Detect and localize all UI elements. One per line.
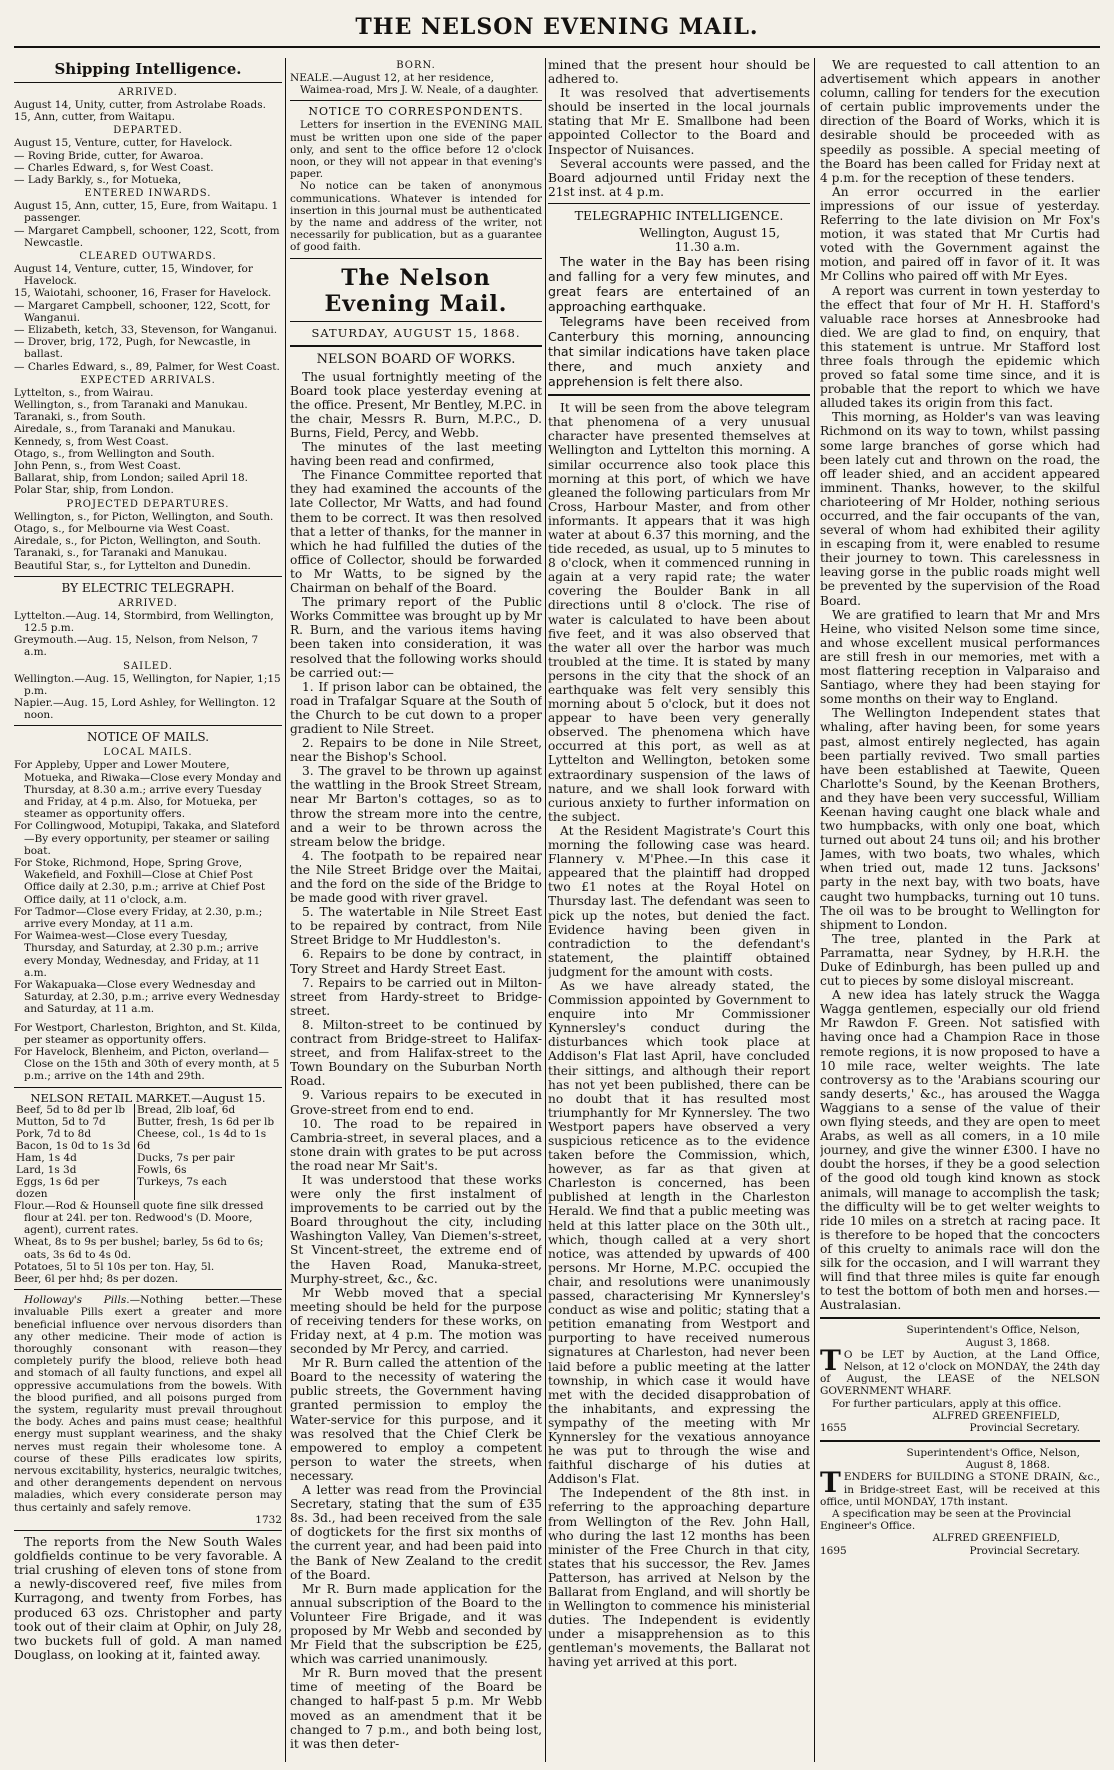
board-continued <box>548 58 810 199</box>
paragraph: The Finance Committee reported that they had examined the accounts of the late Collector, Mr Watts, and had found them to be correct. It was then resolved that a letter of thanks, for the manner in which he had fulfilled the duties of the office of Collector, should be forwarded to Mr Watts, to be signed by the Chairman on behalf of the Board. <box>290 468 542 596</box>
divider <box>290 100 542 101</box>
divider <box>290 321 542 322</box>
list-item: — Margaret Campbell, schooner, 122, Scott, from Newcastle. <box>14 224 280 249</box>
holloway-ad <box>14 1294 282 1514</box>
paragraph: Letters for insertion in the EVENING MAIL must be written upon one side of the paper only, and sent to the office before 12 o'clock noon, or they will not appear in that evening's paper. <box>290 119 542 181</box>
earthquake-article <box>548 401 810 1669</box>
ad-body: O be LET by Auction, at the Land Office, Nelson, at 12 o'clock on MONDAY, the 24th day of August, the LEASE of the NELSON GOVERNMENT WHARF. <box>820 1348 1100 1398</box>
list-item: August 15, Ann, cutter, 15, Eure, from Waitapu. 1 passenger. <box>14 200 279 225</box>
list-item: August 14, Unity, cutter, from Astrolabe Roads. <box>14 99 266 111</box>
market-item: Fowls, 6s <box>136 1163 187 1176</box>
masthead-rule <box>14 46 1100 48</box>
born-notice: NEALE.—August 12, at her residence, Waimea-road, Mrs J. W. Neale, of a daughter. <box>290 72 539 97</box>
tel-arrived-heading: ARRIVED. <box>118 597 178 609</box>
market-item: Bread, 2lb loaf, 6d <box>136 1103 236 1116</box>
drop-cap: T <box>820 1466 841 1500</box>
news-paragraphs <box>820 58 1100 1312</box>
market-note: Wheat, 8s to 9s per bushel; barley, 5s 6d to 6s; oats, 3s 6d to 4s 0d. <box>14 1236 264 1261</box>
column-rule <box>285 58 286 1762</box>
market-note: Flour.—Rod & Hounsell quote fine silk dressed flour at 24l. per ton. Redwood's (D. Moore, agent), current rates. <box>14 1199 264 1237</box>
mails-subheading: LOCAL MAILS. <box>103 747 193 759</box>
paragraph: As we have already stated, the Commission appointed by Government to enquire into Mr Commissioner Kynnersley's conduct during the disturbances which took place at Addison's Flat last April, have concluded their sittings, and although their report has not yet been published, there can be no doubt that it has resulted most triumphantly for Mr Kynnersley. The two Westport papers have observed a very suspicious reticence as to the evidence taken before the Commission, which, however, as far as that given at Charleston is concerned, has been published at length in the Charleston Herald. We find that a public meeting was held at this latter place on the 30th ult., which, though called at a very short notice, was attended by upwards of 400 persons. Mr Horne, M.P.C. occupied the chair, and resolutions were unanimously passed, characterising Mr Kynnersley's conduct as wise and politic; stating that a petition emanating from Westport and purporting to have received numerous signatures at Charleston, had never been laid before a public meeting at the latter township, in which case it would have met with the decided disapprobation of the inhabitants, and expressing the sympathy of the meeting with Mr Kynnersley for the vexatious annoyance he was put to through the wise and faithful discharge of his duties at Addison's Flat. <box>548 978 810 1487</box>
paragraph: 9. Various repairs to be executed in Grove-street from end to end. <box>290 1088 542 1117</box>
list-item: For Havelock, Blenheim, and Picton, overland—Close on the 15th and 30th of every month, at 5 p.m.; arrive on the 14th and 29th. <box>14 1046 280 1083</box>
paragraph: 10. The road to be repaired in Cambria-street, in several places, and a stone drain with grates to be put across the road near Mr Sait's. <box>290 1116 542 1173</box>
departed-list <box>14 137 282 186</box>
list-item: — Charles Edward, s, for West Coast. <box>14 161 214 174</box>
divider <box>14 1530 282 1531</box>
paragraph: The usual fortnightly meeting of the Board took place yesterday evening at the office. Present, Mr Bentley, M.P.C. in the chair, Messrs R. Burn, M.P.C., D. Burns, Field, Percy, and Webb. <box>290 369 542 441</box>
paragraph: 3. The gravel to be thrown up against the wattling in the Brook Street Stream, near Mr Barton's cottages, so as to throw the stream more into the centre, and a weir to be thrown across the stream below the bridge. <box>290 764 542 849</box>
paragraph: Several accounts were passed, and the Board adjourned until Friday next the 21st inst. at 4 p.m. <box>548 156 810 199</box>
column-2 <box>290 58 542 1764</box>
arrived-list <box>14 99 282 123</box>
ad-further: A specification may be seen at the Provincial Engineer's Office. <box>820 1507 1071 1533</box>
column-rule <box>545 58 546 1762</box>
market-item: Bacon, 1s 0d to 1s 3d <box>16 1139 131 1152</box>
list-item: Kennedy, s, from West Coast. <box>14 435 169 448</box>
paragraph: Mr R. Burn moved that the present time of meeting of the Board be changed to half-past 5 p.m. Mr Webb moved as an amendment that it be changed to 7 p.m., and both being lost, it was then deter- <box>290 1666 542 1751</box>
masthead <box>0 0 1114 48</box>
born-heading: BORN. <box>396 60 436 71</box>
paragraph: 5. The watertable in Nile Street East to be repaired by contract, from Nile Street Bridge to Mr Huddleston's. <box>290 905 542 948</box>
paragraph: A new idea has lately struck the Wagga Wagga gentlemen, especially our old friend Mr Rawdon F. Green. Not satisfied with having once had a Champion Race in those remote regions, it is now proposed to have a 10 mile race, welter weights. The late controversy as to the 'Arabians scouring our sandy deserts,' &c., has aroused the Wagga Waggians to a sense of the value of their own flying steeds, and they are open to meet Arabs, as well as all comers, in a 10 mile journey, and give the winner £300. I have no doubt the horses, if they be a good selection of the good old tough kind known as stock animals, will manage to accomplish the task; the difficulty will be to get welter weights to ride 10 miles on a stretch at racing pace. It is therefore to be hoped that the concocters of this cruelty to animals race will don the silk for the occasion, and I will warrant they will find that three miles is quite far enough to test the bottom of both men and horses.—Australasian. <box>820 988 1100 1313</box>
ad-number: 1695 <box>820 1544 847 1557</box>
correspondents-heading: NOTICE TO CORRESPONDENTS. <box>308 105 524 119</box>
paragraph: It was understood that these works were only the first instalment of improvements to be carried out by the Board throughout the city, including Washington Valley, Van Diemen's-street, St Vincent-street, the extreme end of the Haven Road, Manuka-street, Murphy-street, &c., &c. <box>290 1172 542 1286</box>
market-note: Beer, 6l per hhd; 8s per dozen. <box>14 1273 179 1286</box>
paragraph: Mr Webb moved that a special meeting should be held for the purpose of receiving tenders for these works, on Friday next, at 4 p.m. The motion was seconded by Mr Percy, and carried. <box>290 1285 542 1357</box>
paragraph: This morning, as Holder's van was leaving Richmond on its way to town, whilst passing some large branches of gorse which had been lately cut and thrown on the road, the off leader shied, and an accident appeared imminent. Thanks, however, to the skilful charioteering of Mr Holder, nothing serious occurred, and the fair occupants of the van, several of whom had exhibited their agility in escaping from it, were enabled to resume their journey to town. This carelessness in leaving gorse in the public roads might well be prevented by the supervision of the Road Board. <box>820 410 1100 608</box>
market-item: Lard, 1s 3d <box>16 1163 77 1176</box>
telegraphic-heading: TELEGRAPHIC INTELLIGENCE. <box>574 207 784 223</box>
paragraph: The primary report of the Public Works Committee was brought up by Mr R. Burn, and the various items having been taken into consideration, it was resolved that the following works should be carried out:— <box>290 595 542 680</box>
divider <box>14 1087 282 1088</box>
divider <box>820 1440 1100 1442</box>
column-4 <box>820 58 1100 1764</box>
board-article <box>290 370 542 1751</box>
list-item: Airedale, s., for Picton, Wellington, and South. <box>14 535 262 548</box>
list-item: — Elizabeth, ketch, 33, Stevenson, for Wanganui. <box>14 324 278 337</box>
list-item: Napier.—Aug. 15, Lord Ashley, for Wellington. 12 noon. <box>14 696 276 722</box>
arrived-heading: ARRIVED. <box>118 87 178 98</box>
market-heading: NELSON RETAIL MARKET.—August 15. <box>30 1090 266 1105</box>
list-item: 15, Waiotahi, schooner, 16, Fraser for Havelock. <box>14 287 272 300</box>
list-item: — Margaret Campbell, schooner, 122, Scott, for Wanganui. <box>14 299 270 324</box>
list-item: For Appleby, Upper and Lower Moutere, Motueka, and Riwaka—Close every Monday and Thursday, at 8.30 a.m.; arrive every Tuesday and Friday, at 4 p.m. Also, for Motueka, per steamer as opportunity offers. <box>14 759 282 821</box>
paragraph: 4. The footpath to be repaired near the Nile Street Bridge over the Maitai, and the ford on the side of the Bridge to be made good with river gravel. <box>290 848 542 906</box>
mails-heading: NOTICE OF MAILS. <box>86 730 210 745</box>
market-item: Pork, 7d to 8d <box>16 1127 92 1140</box>
paragraph: We are requested to call attention to an advertisement which appears in another column, calling for tenders for the execution of certain public improvements under the direction of the Board of Works, which it is desirable should be proceeded with as speedily as possible. A special meeting of the Board has been called for Friday next at 4 p.m. for the reception of these tenders. <box>820 58 1100 185</box>
paragraph: 8. Milton-street to be continued by contract from Bridge-street to Halifax-street, and from Halifax-street to the Town Boundary on the Suburban North Road. <box>290 1017 542 1089</box>
ad-body: ENDERS for BUILDING a STONE DRAIN, &c., in Bridge-street East, will be received at this office, until MONDAY, 17th instant. <box>820 1471 1100 1508</box>
paragraph: Mr R. Burn made application for the annual subscription of the Board to the Volunteer Fire Brigade, and it was proposed by Mr Webb and seconded by Mr Field that the subscription be £25, which was carried unanimously. <box>290 1581 542 1667</box>
column-3 <box>548 58 810 1764</box>
paragraph: We are gratified to learn that Mr and Mrs Heine, who visited Nelson some time since, and whose excellent musical performances are still fresh in our memories, met with a most flattering reception in Valparaiso and Santiago, where they had been staying for some months on their way to England. <box>820 607 1100 707</box>
telegraph-heading: BY ELECTRIC TELEGRAPH. <box>61 580 235 595</box>
list-item: — Charles Edward, s., 89, Palmer, for West Coast. <box>14 360 280 373</box>
telegraphic-place: Wellington, August 15, <box>639 225 780 240</box>
market-table <box>14 1104 282 1200</box>
list-item: August 15, Venture, cutter, for Havelock. <box>14 137 233 150</box>
paragraph: 2. Repairs to be done in Nile Street, near the Bishop's School. <box>290 736 542 765</box>
cleared-list <box>14 263 282 373</box>
paragraph: The Wellington Independent states that whaling, after having been, for some years past, almost entirely neglected, has again been partially revived. Two small parties have been established at Taewite, Queen Charlotte's Sound, by the Keenan Brothers, and they have been very successful, William Keenan having caught one black whale and two humpbacks, with only one boat, which turned out about 24 tuns oil; and his brother James, with two boats, two whales, which when tried out, made 12 tuns. Jacksons' party in the next bay, with two boats, have caught two humpbacks, turning out 10 tuns. The oil was to be brought to Wellington for shipment to London. <box>820 706 1100 932</box>
paper-title: The Nelson Evening Mail. <box>324 264 508 317</box>
entered-list <box>14 200 282 249</box>
market-item: Ducks, 7s per pair <box>136 1151 235 1164</box>
divider <box>14 82 282 83</box>
paragraph: Telegrams have been received from Canterbury this morning, announcing that similar indications have taken place there, and much anxiety and apprehension is felt there also. <box>548 314 810 390</box>
market-item: Butter, fresh, 1s 6d per lb <box>136 1115 275 1128</box>
paragraph: The water in the Bay has been rising and falling for a very few minutes, and great fears are entertained of an approaching earthquake. <box>548 254 810 315</box>
market-item: Eggs, 1s 6d per dozen <box>16 1175 100 1200</box>
paragraph: An error occurred in the earlier impressions of our issue of yesterday. Referring to the late division on Mr Fox's motion, it was stated that Mr Curtis had voted with the Government against the motion, and paired off in favor of it. It was Mr Collins who paired off with Mr Eyes. <box>820 184 1100 284</box>
telegraphic-time: 11.30 a.m. <box>674 240 740 255</box>
drop-cap: T <box>820 1343 841 1377</box>
paragraph: A report was current in town yesterday to the effect that four of Mr H. H. Stafford's valuable race horses at Annesbrooke had died. We are glad to find, on enquiry, that this statement is untrue. Mr Stafford lost three foals through the epidemic which proved so fatal some time since, and it is probable that the report to which we have alluded takes its origin from this fact. <box>820 283 1100 411</box>
masthead-title: THE NELSON EVENING MAIL. <box>355 14 759 40</box>
paragraph: The Independent of the 8th inst. in referring to the approaching departure from Wellington of the Rev. John Hall, who during the last 12 months has been minister of the Free Church in that city, states that his successor, the Rev. James Patterson, has arrived at Nelson by the Ballarat from England, and will shortly be in Wellington to commence his ministerial duties. The Independent is evidently under a misapprehension as to this gentleman's movements, the Ballarat not having yet arrived at this port. <box>548 1486 810 1670</box>
market-item: Cheese, col., 1s 4d to 1s 6d <box>136 1127 267 1152</box>
list-item: For Collingwood, Motupipi, Takaka, and Slateford—By every opportunity, per steamer or sailing boat. <box>14 820 280 857</box>
cleared-heading: CLEARED OUTWARDS. <box>79 251 217 263</box>
divider <box>290 258 542 259</box>
wharf-advertisement <box>820 1324 1100 1435</box>
tel-sailed-list <box>14 673 282 722</box>
ad-date: August 8, 1868. <box>965 1459 1050 1472</box>
market-right <box>134 1104 282 1200</box>
paragraph: The tree, planted in the Park at Parramatta, near Sydney, by H.R.H. the Duke of Edinburgh, has been pulled up and cut to pieces by some disloyal miscreant. <box>820 931 1100 989</box>
list-item: Wellington, s., from Taranaki and Manukau. <box>14 399 248 412</box>
list-item: Otago, s., from Wellington and South. <box>14 447 215 460</box>
telegraphic-body <box>548 254 810 389</box>
ad-footer <box>820 1422 1100 1435</box>
list-item: Polar Star, ship, from London. <box>14 484 174 497</box>
paragraph: mined that the present hour should be adhered to. <box>548 58 810 87</box>
departed-heading: DEPARTED. <box>113 125 183 137</box>
market-left <box>14 1104 134 1200</box>
paragraph: A letter was read from the Provincial Secretary, stating that the sum of £35 8s. 3d., had been received from the sale of dogtickets for the first six months of the current year, and had been paid into the Bank of New Zealand to the credit of the Board. <box>290 1483 542 1582</box>
ad-date: August 3, 1868. <box>965 1336 1050 1349</box>
ad-office: Superintendent's Office, Nelson, <box>906 1324 1080 1337</box>
mails-list <box>14 759 282 1082</box>
list-item: For Waimea-west—Close every Tuesday, Thursday, and Saturday, at 2.30 p.m.; arrive every Monday, Wednesday, and Friday, at 11 a.m. <box>14 930 261 979</box>
expected-heading: EXPECTED ARRIVALS. <box>80 374 216 386</box>
holloway-number: 1732 <box>255 1513 282 1526</box>
goldfields-article: The reports from the New South Wales goldfields continue to be very favorable. A trial crushing of eleven tons of stone from a newly-discovered reef, five miles from Kurragong, and twenty from Forbes, has produced 63 ozs. Christopher and party took out of their claim at Ophir, on July 28, two buckets full of gold. A man named Douglass, on looking at it, fainted away. <box>14 1535 282 1662</box>
ad-text <box>820 1343 1100 1398</box>
holloway-title: Holloway's Pills. <box>24 1294 130 1307</box>
market-notes <box>14 1200 282 1285</box>
list-item: 15, Ann, cutter, from Waitapu. <box>14 111 175 124</box>
paragraph: Mr R. Burn called the attention of the Board to the necessity of watering the public streets, the Government having granted permission to employ the Water-service for this purpose, and it was resolved that the Chief Clerk be empowered to employ a competent person to water the streets, when necessary. <box>290 1356 542 1483</box>
paragraph: It was resolved that advertisements should be inserted in the local journals stating that Mr E. Smallbone had been appointed Collector to the Board and Inspector of Nuisances. <box>548 86 810 157</box>
list-item: — Roving Bride, cutter, for Awaroa. <box>14 149 204 162</box>
shipping-heading: Shipping Intelligence. <box>54 60 242 78</box>
ad-signatory: ALFRED GREENFIELD, <box>932 1409 1060 1422</box>
list-item: Wellington.—Aug. 15, Wellington, for Napier, 1;15 p.m. <box>14 672 281 697</box>
divider <box>14 1289 282 1290</box>
market-note: Potatoes, 5l to 5l 10s per ton. Hay, 5l. <box>14 1260 215 1273</box>
tel-sailed-heading: SAILED. <box>123 660 173 672</box>
divider <box>290 345 542 347</box>
projected-list <box>14 511 282 572</box>
board-heading: NELSON BOARD OF WORKS. <box>316 351 516 367</box>
entered-heading: ENTERED INWARDS. <box>84 188 212 200</box>
projected-heading: PROJECTED DEPARTURES. <box>66 498 230 510</box>
list-item: Wellington, s., for Picton, Wellington, and South. <box>14 510 274 523</box>
list-item: Taranaki, s., from South. <box>14 411 146 424</box>
list-item: Airedale, s., from Taranaki and Manukau. <box>14 423 236 436</box>
market-item: Mutton, 5d to 7d <box>16 1115 106 1128</box>
ad-footer <box>820 1545 1100 1558</box>
list-item: Ballarat, ship, from London; sailed April 18. <box>14 472 249 485</box>
ad-further: For further particulars, apply at this office. <box>832 1397 1062 1410</box>
paragraph: 7. Repairs to be carried out in Milton-street from Hardy-street to Bridge-street. <box>290 975 542 1018</box>
paragraph: It will be seen from the above telegram that phenomena of a very unusual character have presented themselves at Wellington and Lyttelton this morning. A similar occurrence also took place this morning at this port, of which we have gleaned the following particulars from Mr Cross, Harbour Master, and from other informants. It appears that it was high water at about 6.37 this morning, and the tide receded, as usual, up to 5 minutes to 8 o'clock, when it commenced running in again at a very rapid rate; the water covering the Boulder Bank in all directions until 8 o'clock. The rise of water is calculated to have been about five feet, and it was also observed that the water all over the harbor was much troubled at the time. It is stated by many persons in the city that the shock of an earthquake was felt very sensibly this morning about 5 o'clock, but it does not appear to have been very generally observed. The phenomena which have occurred at this port, as well as at Lyttelton and Wellington, betoken some extraordinary suspension of the laws of nature, and we shall look forward with curious anxiety to further information on the subject. <box>548 401 810 824</box>
list-item: Otago, s., for Melbourne via West Coast. <box>14 522 230 535</box>
ad-title: Provincial Secretary. <box>969 1421 1080 1434</box>
list-item: Taranaki, s., for Taranaki and Manukau. <box>14 547 228 560</box>
divider <box>14 725 282 726</box>
ad-text <box>820 1466 1100 1508</box>
paragraph: The minutes of the last meeting having been read and confirmed, <box>290 440 542 469</box>
issue-date: SATURDAY, AUGUST 15, 1868. <box>311 325 521 340</box>
ad-title: Provincial Secretary. <box>969 1544 1080 1557</box>
ad-office: Superintendent's Office, Nelson, <box>906 1446 1080 1459</box>
list-item: John Penn, s., from West Coast. <box>14 460 181 473</box>
divider <box>548 203 810 204</box>
correspondents-notice <box>290 119 542 253</box>
list-item: August 14, Venture, cutter, 15, Windover, for Havelock. <box>14 263 253 288</box>
column-1 <box>14 58 282 1764</box>
paragraph: 1. If prison labor can be obtained, the road in Trafalgar Square at the South of the Church to be cut down to a proper gradient to Nile Street. <box>290 679 542 736</box>
list-item: — Lady Barkly, s., for Motueka, <box>14 174 182 187</box>
list-item: For Westport, Charleston, Brighton, and St. Kilda, per steamer as opportunity offers. <box>14 1021 281 1046</box>
list-item: For Tadmor—Close every Friday, at 2.30, p.m.; arrive every Monday, at 11 a.m. <box>14 905 263 930</box>
divider <box>820 1317 1100 1319</box>
expected-list <box>14 387 282 497</box>
list-item: Lyttelton, s., from Wairau. <box>14 386 154 399</box>
list-item: For Stoke, Richmond, Hope, Spring Grove, Wakefield, and Foxhill—Close at Chief Post Office daily at 2.30, p.m.; arrive at Chief Post Office daily, at 11 o'clock, a.m. <box>14 856 266 906</box>
list-item: For Wakapuaka—Close every Wednesday and Saturday, at 2.30, p.m.; arrive every Wednesday and Saturday, at 11 a.m. <box>14 978 280 1016</box>
list-item: Beautiful Star, s., for Lyttelton and Dunedin. <box>14 559 251 572</box>
paragraph: 6. Repairs to be done by contract, in Tory Street and Hardy Street East. <box>290 947 542 976</box>
list-item: Lyttelton.—Aug. 14, Stormbird, from Wellington, 12.5 p.m. <box>14 609 274 634</box>
market-item: Ham, 1s 4d <box>16 1151 77 1164</box>
market-item: Beef, 5d to 8d per lb <box>16 1103 126 1116</box>
column-rule <box>814 58 815 1762</box>
paragraph: No notice can be taken of anonymous communications. Whatever is intended for insertion in this journal must be authenticated by the name and address of the writer, not necessarily for publication, but as a guarantee of good faith. <box>290 180 542 254</box>
list-item: — Drover, brig, 172, Pugh, for Newcastle, in ballast. <box>14 336 251 361</box>
ad-signatory: ALFRED GREENFIELD, <box>932 1532 1060 1545</box>
divider <box>548 394 810 396</box>
divider <box>14 576 282 577</box>
paragraph: At the Resident Magistrate's Court this morning the following case was heard. Flannery v. M'Phee.—In this case it appeared that the plaintiff had dropped two £1 notes at the Royal Hotel on Thursday last. The defendant was seen to pick up the notes, but denied the fact. Evidence having been given in contradiction to the defendant's statement, the plaintiff obtained judgment for the amount with costs. <box>548 823 810 979</box>
tel-arrived-list <box>14 610 282 659</box>
ad-number: 1655 <box>820 1421 847 1434</box>
holloway-text: —Nothing better.—These invaluable Pills exert a greater and more beneficial influence over nervous disorders than any other medicine. Their mode of action is thoroughly consonant with reason—they completely purify the blood, relieve both head and stomach of all faulty functions, and expel all oppressive accumulations from the bowels. With the blood purified, and all poisons purged from the system, regularity must prevail throughout the body. Aches and pains must cease; healthful energy must supplant weariness, and the shaky nerves must regain their wholesome tone. A course of these Pills eradicates low spirits, nervous excitability, hysterics, neuralgic twitches, and other derangements dependent on nervous maladies, which every considerate person may thus certainly and safely remove. <box>14 1294 282 1514</box>
drain-advertisement <box>820 1447 1100 1558</box>
market-item: Turkeys, 7s each <box>136 1175 227 1188</box>
list-item: Greymouth.—Aug. 15, Nelson, from Nelson, 7 a.m. <box>14 634 259 659</box>
